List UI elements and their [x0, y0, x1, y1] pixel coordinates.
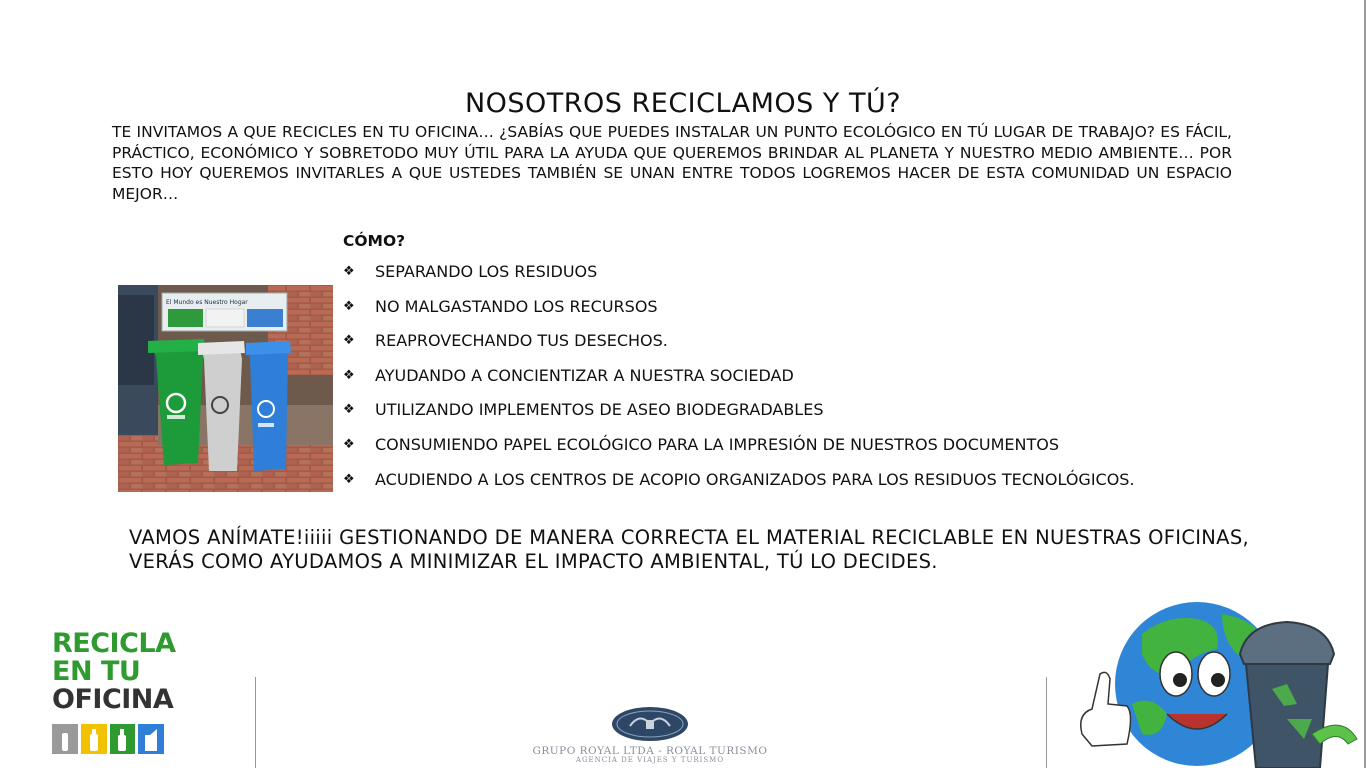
- list-item: [343, 366, 1135, 401]
- list-item-text: SEPARANDO LOS RESIDUOS: [375, 262, 598, 281]
- page-title: NOSOTROS RECICLAMOS Y TÚ?: [464, 88, 902, 120]
- diamond-bullet-icon: ❖: [343, 333, 355, 349]
- bottle-icon: [81, 724, 107, 754]
- closing-paragraph: VAMOS ANÍMATE!iiiii GESTIONANDO DE MANERA CORRECTA EL MATERIAL RECICLABLE EN NUESTRAS OFICINAS, VERÁS COMO AYUDAMOS A MINIMIZAR EL IMPACTO AMBIENTAL, TÚ LO DECIDES.: [129, 526, 1249, 573]
- earth-mascot-illustration: [1072, 594, 1366, 768]
- list-item: [343, 297, 1135, 332]
- list-item-text: REAPROVECHANDO TUS DESECHOS.: [375, 331, 668, 351]
- list-item: [343, 400, 1135, 435]
- list-item-text: AYUDANDO A CONCIENTIZAR A NUESTRA SOCIEDAD: [375, 365, 794, 385]
- como-heading: CÓMO?: [343, 232, 406, 250]
- recycling-bins-photo: [118, 285, 333, 492]
- diamond-bullet-icon: ❖: [343, 298, 355, 314]
- intro-paragraph: TE INVITAMOS A QUE RECICLES EN TU OFICINA… ¿SABÍAS QUE PUEDES INSTALAR UN PUNTO ECOLÓGICO EN TÚ LUGAR DE TRABAJO? ES FÁCIL, PRÁCTICO, ECONÓMICO Y SOBRETODO MUY ÚTIL PARA LA AYUDA QUE QUEREMOS BRINDAR AL PLANETA Y NUESTRO MEDIO AMBIENTE… POR ESTO HOY QUEREMOS INVITARLES A QUE USTEDES TAMBIÉN SE UNAN ENTRE TODOS LOGREMOS HACER DE ESTA COMUNIDAD UN ESPACIO MEJOR…: [112, 123, 1232, 203]
- list-item: [343, 470, 1135, 505]
- actions-list: [343, 262, 1135, 504]
- bottle-icon: [138, 724, 164, 754]
- diamond-bullet-icon: ❖: [343, 367, 355, 383]
- diamond-bullet-icon: ❖: [343, 436, 355, 452]
- list-item: [343, 331, 1135, 366]
- bottle-icon: [110, 724, 136, 754]
- diamond-bullet-icon: ❖: [343, 402, 355, 418]
- list-item: [343, 262, 1135, 297]
- list-item: [343, 435, 1135, 470]
- list-item-text: CONSUMIENDO PAPEL ECOLÓGICO PARA LA IMPRESIÓN DE NUESTROS DOCUMENTOS: [375, 434, 1060, 454]
- footer-divider-left: [255, 677, 256, 768]
- bottle-icon: [52, 724, 78, 754]
- footer-divider-right: [1046, 677, 1047, 768]
- logo-line-1: RECICLA: [52, 628, 176, 659]
- diamond-bullet-icon: ❖: [343, 264, 355, 279]
- logo-line-2: EN TU: [52, 656, 141, 687]
- diamond-bullet-icon: ❖: [343, 471, 355, 487]
- list-item-text: ACUDIENDO A LOS CENTROS DE ACOPIO ORGANIZADOS PARA LOS RESIDUOS TECNOLÓGICOS.: [375, 469, 1135, 489]
- recicla-logo: [52, 630, 176, 714]
- logo-line-3: OFICINA: [52, 684, 174, 715]
- list-item-text: NO MALGASTANDO LOS RECURSOS: [375, 296, 658, 316]
- company-tagline: AGENCIA DE VIAJES Y TURISMO: [575, 756, 725, 764]
- sign-text: El Mundo es Nuestro Hogar: [166, 299, 248, 306]
- company-name: GRUPO ROYAL LTDA - ROYAL TURISMO: [532, 745, 768, 757]
- logo-bottles: [52, 724, 164, 754]
- list-item-text: UTILIZANDO IMPLEMENTOS DE ASEO BIODEGRADABLES: [375, 400, 824, 420]
